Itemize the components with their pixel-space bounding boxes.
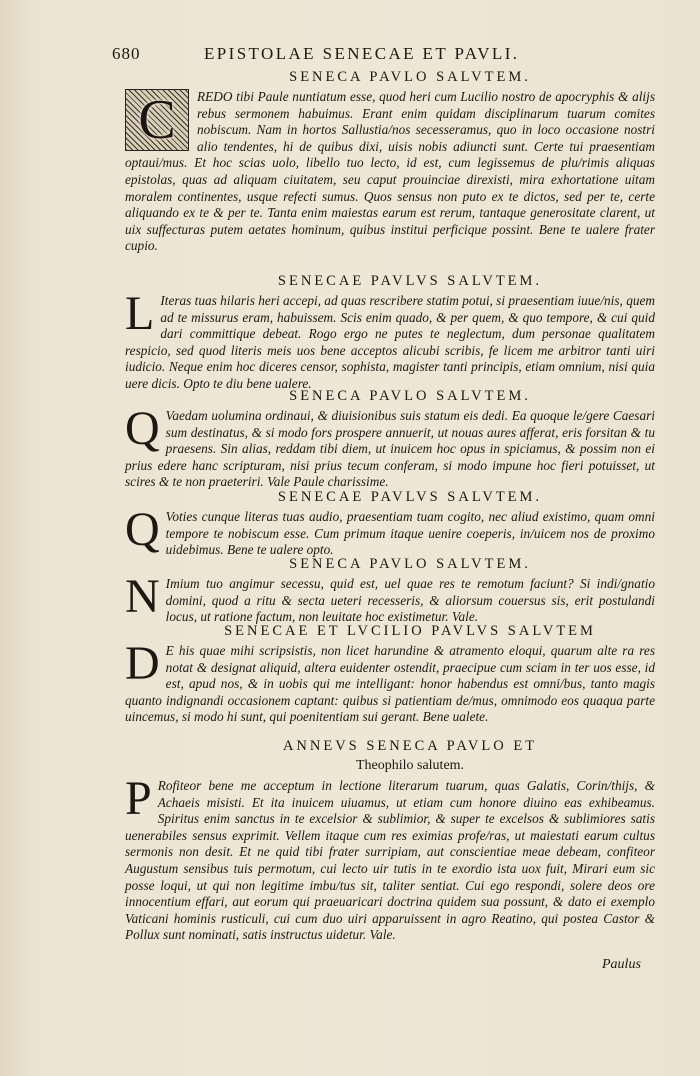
letter-6 <box>125 622 655 726</box>
letter-heading: SENECA PAVLO SALVTEM. <box>289 556 531 572</box>
decorated-initial: C <box>125 89 189 151</box>
letter-2 <box>125 272 655 393</box>
drop-initial: L <box>125 287 155 340</box>
drop-initial: D <box>125 637 160 690</box>
letter-heading: ANNEVS SENECA PAVLO ET <box>282 738 538 754</box>
letter-body: N Imium tuo angimur secessu, quid est, uel quae res te remotum faciunt? Si indi/gnatio domini, quod a ritu & secta ueteri recesseris, & aliorsum couersus sis, erit postulandi locus, ut ratione factum, non leuitate hoc existimetur. Vale. <box>125 570 655 625</box>
page-header <box>112 44 652 68</box>
letter-5 <box>125 555 655 626</box>
running-title: EPISTOLAE SENECAE ET PAVLI. <box>204 44 520 63</box>
letter-body: C REDO tibi Paule nuntiatum esse, quod heri cum Lucilio nostro de apocryphis & alijs rebus sermonem habuimus. Erant enim quidam disciplinarum tuarum comites nobiscum. Nam in hortos Sallustia/nos secesseramus, quo in loco occasione nostri alio tendentes, hi de quibus dixi, uisis nobis adiuncti sunt. Certe tui praesentiam optaui/mus. Et hoc scias uolo, libello tuo lecto, id est, cum legissemus de plu/rimis aliquas epistolas, quas ad aliquam ciuitatem, seu caput prouinciae direxisti, mira exhortatione uitam moralem continentes, usque refecti sumus. Quos sensus non puto ex te dictos, sed per te, certe aliquando ex te & per te. Tanta enim maiestas earum est rerum, tantaque generositate clarent, ut uix suffecturas putem aetates hominum, quibus institui perficique possint. Bene te ualere frater cupio. <box>125 89 655 254</box>
letter-body: L Iteras tuas hilaris heri accepi, ad quas rescribere statim potui, si praesentiam iuue/nis, quem ad te missurus eram, habuissem. Scis enim quado, & per quem, & quo tempore, & cui quid dari committique debeat. Rogo ergo ne putes te neglectum, dum personae qualitatem respicio, sed quod literis meis uos bene acceptos alicubi scribis, fe licem me arbitror tanti uiri iudicio. Neque enim hoc diceres censor, sophista, magister tanti principis, etiam omnium, nisi quia uere dicis. Opto te diu bene ualere. <box>125 287 655 391</box>
letter-1 <box>125 68 655 255</box>
letter-heading: SENECAE PAVLVS SALVTEM. <box>277 489 543 505</box>
drop-initial: N <box>125 570 160 623</box>
letter-heading: SENECA PAVLO SALVTEM. <box>289 388 531 404</box>
catchword: Paulus <box>602 957 641 972</box>
letter-body: Q Voties cunque literas tuas audio, praesentiam tuam cogito, nec aliud existimo, quam omni tempore te nobiscum esse. Cum primum itaque uenire coeperis, in/uicem nos de proximo uidebimus. Bene te ualere opto. <box>125 503 655 558</box>
letter-heading: SENECAE PAVLVS SALVTEM. <box>277 273 543 289</box>
letter-4 <box>125 488 655 559</box>
letter-7 <box>125 737 655 944</box>
letter-body: P Rofiteor bene me acceptum in lectione literarum tuarum, quas Galatis, Corin/thijs, & Achaeis misisti. Et ita inuicem uiuamus, ut etiam cum honore diuino eas exhibeamus. Spiritus enim sanctus in te excelsior & sublimior, & super te excelsos & sublimiores satis uenerabiles sensus exprimit. Vellem itaque cum res eximias profe/ras, ut maiestati earum cultus sermonis non desit. Et ne quid tibi frater surripiam, aut conscientiae meae debeam, confiteor Augustum sensibus tuis permotum, cui lecto uir tutis in te exordio ista uox fuit, Mirari eum sic posse loqui, ut qui non legitime imbu/tus sit, taliter sentiat. Cui ego respondi, solere deos ore innocentium effari, aut eorum qui praeuaricari doctrina quidem sua possunt, & dato ei exemplo Vaticani hominis rusticuli, cui cum duo uiri apparuissent in agro Reatino, qui postea Castor & Pollux sunt nominati, satis instructus uidetur. Vale. <box>125 772 655 943</box>
letter-3 <box>125 387 655 491</box>
letter-body: Q Vaedam uolumina ordinaui, & diuisionibus suis statum eis dedi. Ea quoque le/gere Caesari sum destinatus, & si modo fors prospere annuerit, ut nouas aures afferat, eris forsitan & tu praesens. Sin alias, reddam tibi diem, ut inuicem hoc opus in spiciamus, & possim non ei prius edere hanc scripturam, nisi prius tecum conferam, si modo impune hoc fieri potuisset, ut scires & te non praeteriri. Vale Paule charissime. <box>125 402 655 490</box>
letter-heading: SENECA PAVLO SALVTEM. <box>289 69 531 85</box>
drop-initial: Q <box>125 503 160 556</box>
drop-initial: Q <box>125 402 160 455</box>
letter-body: D E his quae mihi scripsistis, non licet harundine & atramento eloqui, quarum alte ra res notat & designat aliquid, altera euidenter ostendit, praecipue cum sciam in ter uos esse, id est, apud nos, & in uobis qui me intelligant: honor habendus est omni/bus, tanto magis quanto indignandi occasionem captant: quibus si patientiam de/mus, omnimodo eos quaqua parte uincemus, si modo hi sunt, qui poenitentiam sui gerant. Bene ualete. <box>125 637 655 725</box>
drop-initial: P <box>125 772 152 825</box>
letter-subheading: Theophilo salutem. <box>355 758 465 773</box>
page-number: 680 <box>112 44 141 63</box>
letter-heading: SENECAE ET LVCILIO PAVLVS SALVTEM <box>224 623 596 639</box>
